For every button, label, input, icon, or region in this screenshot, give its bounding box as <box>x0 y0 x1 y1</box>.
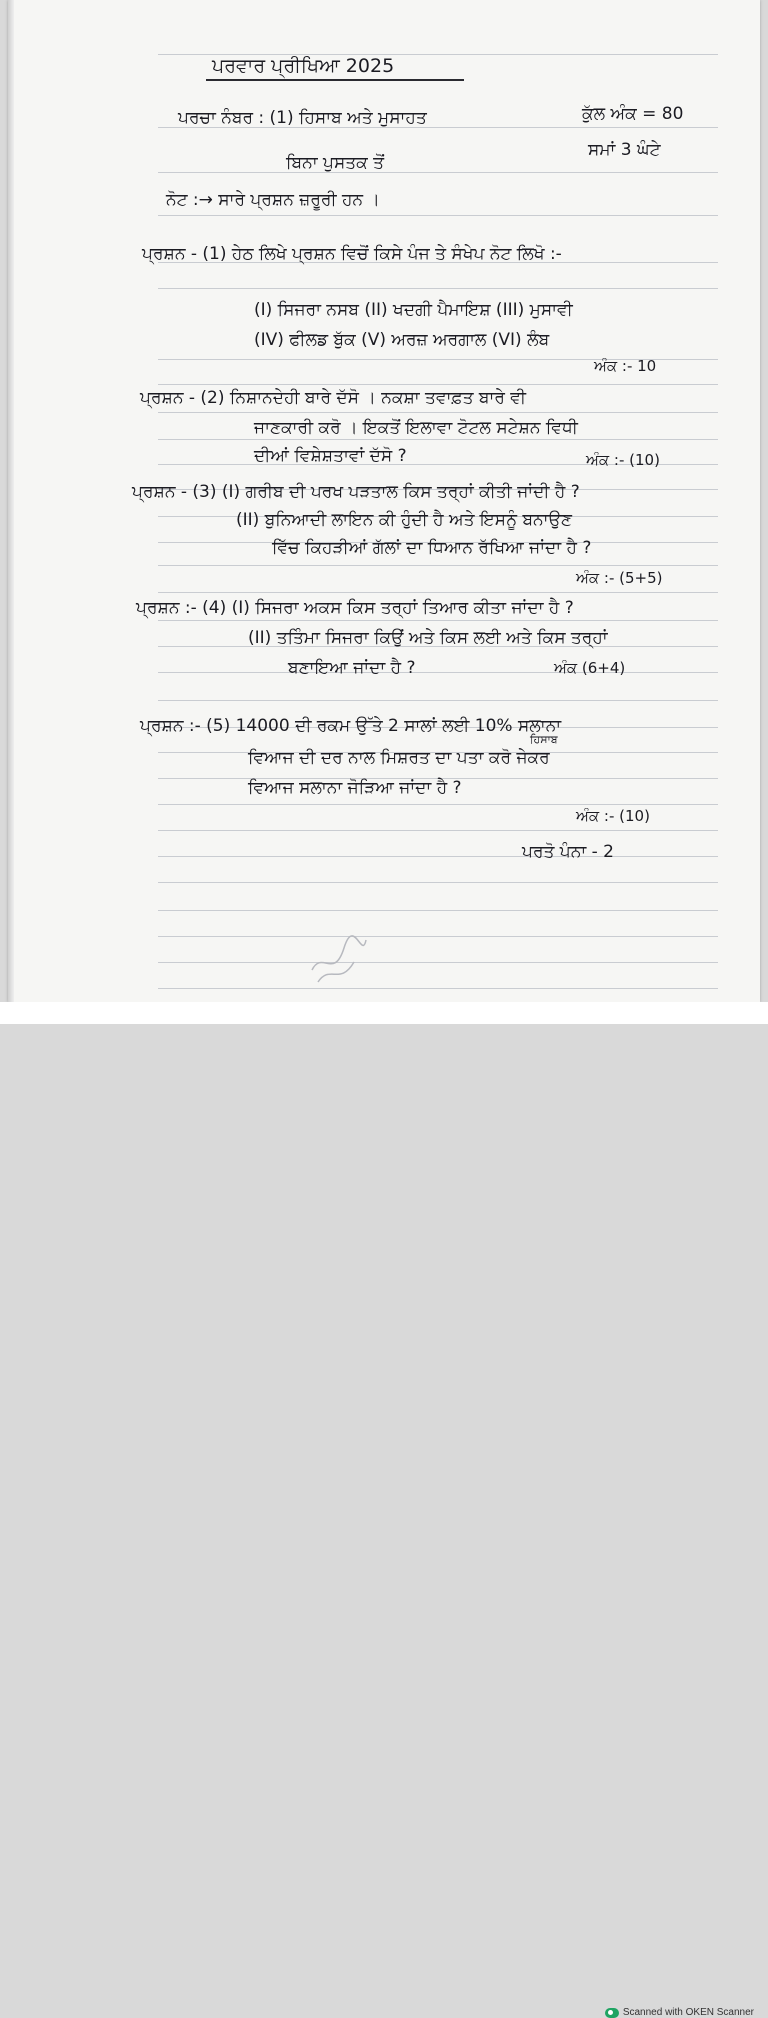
ruled-line <box>158 565 718 566</box>
ruled-line <box>158 856 718 857</box>
question-2-line-1: ਪ੍ਰਸ਼ਨ - (2) ਨਿਸ਼ਾਨਦੇਹੀ ਬਾਰੇ ਦੱਸੋ । ਨਕਸ਼ਾ ਤਵਾਫ਼ਤ ਬਾਰੇ ਵੀ <box>140 388 527 408</box>
question-3-marks: ਅੰਕ :- (5+5) <box>576 569 663 587</box>
question-1-line-3: (IV) ਫੀਲਡ ਬੁੱਕ (V) ਅਰਜ਼ ਅਰਗਾਲ (VI) ਲੰਬ <box>254 330 550 350</box>
question-4-line-2: (II) ਤਤਿੰਮਾ ਸਿਜਰਾ ਕਿਉਂ ਅਤੇ ਕਿਸ ਲਈ ਅਤੇ ਕਿਸ ਤਰ੍ਹਾਂ <box>248 628 608 648</box>
ruled-line <box>158 288 718 289</box>
ruled-line <box>158 882 718 883</box>
question-5-line-3: ਵਿਆਜ ਸਲਾਨਾ ਜੋੜਿਆ ਜਾਂਦਾ ਹੈ ? <box>248 778 462 798</box>
question-2-marks: ਅੰਕ :- (10) <box>586 451 660 469</box>
ruled-line <box>158 620 718 621</box>
question-4-marks: ਅੰਕ (6+4) <box>554 659 626 677</box>
total-marks: ਕੁੱਲ ਅੰਕ = 80 <box>582 104 684 124</box>
question-2-line-3: ਦੀਆਂ ਵਿਸ਼ੇਸ਼ਤਾਵਾਂ ਦੱਸੋ ? <box>254 446 407 466</box>
ruled-line <box>158 215 718 216</box>
question-2-line-2: ਜਾਣਕਾਰੀ ਕਰੋ । ਇਕਤੋਂ ਇਲਾਵਾ ਟੋਟਲ ਸਟੇਸ਼ਨ ਵਿਧੀ <box>254 418 578 438</box>
ruled-line <box>158 804 718 805</box>
question-5-line-2: ਵਿਆਜ ਦੀ ਦਰ ਨਾਲ ਮਿਸ਼ਰਤ ਦਾ ਪਤਾ ਕਰੋ ਜੇਕਰ <box>248 748 550 768</box>
question-5-insertion: ਹਿਸਾਬ <box>530 733 558 746</box>
exam-title: ਪਰਵਾਰ ਪ੍ਰੀਖਿਆ 2025 <box>212 55 395 77</box>
turn-page-note: ਪਰਤੋ ਪੰਨਾ - 2 <box>522 842 614 862</box>
page-binding-edge <box>8 0 14 1002</box>
ruled-line <box>158 936 718 937</box>
question-1-marks: ਅੰਕ :- 10 <box>594 357 657 375</box>
ruled-line <box>158 830 718 831</box>
scanner-text: Scanned with OKEN Scanner <box>622 2007 754 2018</box>
exam-time: ਸਮਾਂ 3 ਘੰਟੇ <box>588 140 661 160</box>
ruled-line <box>158 962 718 963</box>
question-5-marks: ਅੰਕ :- (10) <box>576 807 650 825</box>
ruled-line <box>158 439 718 440</box>
scanner-logo-icon <box>605 2008 619 2018</box>
ruled-line <box>158 412 718 413</box>
without-book-note: ਬਿਨਾ ਪੁਸਤਕ ਤੋਂ <box>286 153 385 173</box>
ruled-line <box>158 172 718 173</box>
question-4-line-1: ਪ੍ਰਸ਼ਨ :- (4) (I) ਸਿਜਰਾ ਅਕਸ ਕਿਸ ਤਰ੍ਹਾਂ ਤਿਆਰ ਕੀਤਾ ਜਾਂਦਾ ਹੈ ? <box>136 598 574 618</box>
question-3-line-2: (II) ਬੁਨਿਆਦੀ ਲਾਇਨ ਕੀ ਹੁੰਦੀ ਹੈ ਅਤੇ ਇਸਨੂੰ ਬਨਾਉਣ <box>236 510 572 530</box>
ruled-line <box>158 910 718 911</box>
question-3-line-3: ਵਿੱਚ ਕਿਹੜੀਆਂ ਗੱਲਾਂ ਦਾ ਧਿਆਨ ਰੱਖਿਆ ਜਾਂਦਾ ਹੈ ? <box>272 538 592 558</box>
scribble-mark <box>304 930 374 990</box>
ruled-line <box>158 592 718 593</box>
ruled-line <box>158 700 718 701</box>
question-3-line-1: ਪ੍ਰਸ਼ਨ - (3) (I) ਗਰੀਬ ਦੀ ਪਰਖ ਪੜਤਾਲ ਕਿਸ ਤਰ੍ਹਾਂ ਕੀਤੀ ਜਾਂਦੀ ਹੈ ? <box>132 482 580 502</box>
scanner-watermark <box>605 2007 754 2018</box>
answer-sheet-page <box>8 0 760 1002</box>
title-underline <box>206 79 464 81</box>
ruled-line <box>158 988 718 989</box>
ruled-line <box>158 384 718 385</box>
question-1-line-2: (I) ਸਿਜਰਾ ਨਸਬ (II) ਖਦਗੀ ਪੈਮਾਇਸ਼ (III) ਮੁਸਾਵੀ <box>254 300 573 320</box>
instruction-note: ਨੋਟ :→ ਸਾਰੇ ਪ੍ਰਸ਼ਨ ਜ਼ਰੂਰੀ ਹਨ । <box>166 190 380 210</box>
ruled-line <box>158 672 718 673</box>
question-4-line-3: ਬਣਾਇਆ ਜਾਂਦਾ ਹੈ ? <box>288 658 416 678</box>
question-1-line-1: ਪ੍ਰਸ਼ਨ - (1) ਹੇਠ ਲਿਖੇ ਪ੍ਰਸ਼ਨ ਵਿਚੋਂ ਕਿਸੇ ਪੰਜ ਤੇ ਸੰਖੇਪ ਨੋਟ ਲਿਖੋ :- <box>142 244 562 264</box>
scanner-footer <box>0 1002 768 2018</box>
question-5-line-1: ਪ੍ਰਸ਼ਨ :- (5) 14000 ਦੀ ਰਕਮ ਉੱਤੇ 2 ਸਾਲਾਂ ਲਈ 10% ਸਲਾਨਾ <box>140 716 562 736</box>
paper-number-subject: ਪਰਚਾ ਨੰਬਰ : (1) ਹਿਸਾਬ ਅਤੇ ਮੁਸਾਹਤ <box>178 108 427 128</box>
